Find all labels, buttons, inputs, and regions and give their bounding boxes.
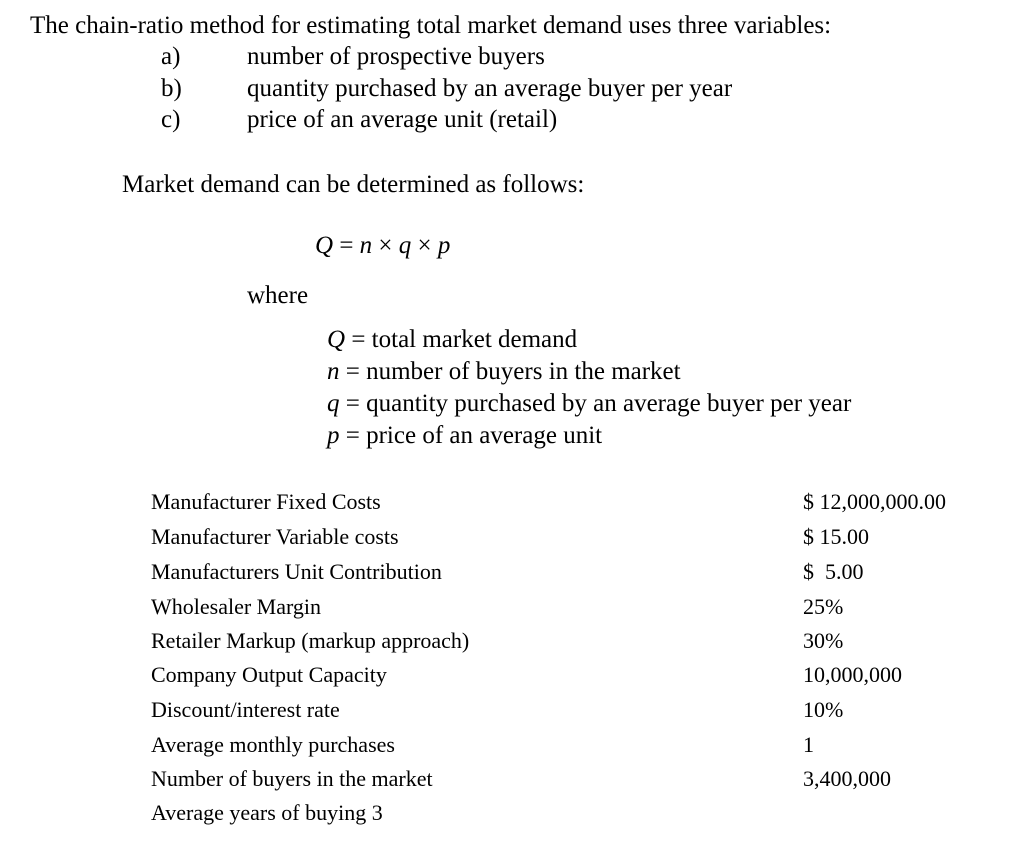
table-row-value: 3,400,000 bbox=[803, 766, 891, 791]
variable-marker-a: a) bbox=[161, 43, 181, 70]
definition-symbol: n bbox=[327, 358, 340, 385]
table-row-value: $ 15.00 bbox=[803, 524, 869, 549]
table-row-label: Manufacturer Fixed Costs bbox=[151, 489, 381, 514]
table-row-label: Manufacturers Unit Contribution bbox=[151, 559, 442, 584]
formula-q: q bbox=[398, 232, 412, 259]
definition-eq: = bbox=[339, 390, 367, 417]
formula-eq: = bbox=[333, 232, 360, 259]
table-row-label: Discount/interest rate bbox=[151, 697, 340, 722]
table-row-label: Average monthly purchases bbox=[151, 732, 395, 757]
definition-eq: = bbox=[339, 422, 367, 449]
table-row-value: 25% bbox=[803, 594, 844, 619]
definition-text: quantity purchased by an average buyer per year bbox=[366, 390, 852, 417]
table-row-label: Number of buyers in the market bbox=[151, 766, 433, 791]
table-row-value: 1 bbox=[803, 732, 814, 757]
table-row-label: Manufacturer Variable costs bbox=[151, 524, 399, 549]
definition-symbol: Q bbox=[327, 326, 346, 353]
definition-text: number of buyers in the market bbox=[366, 358, 681, 385]
definition-text: total market demand bbox=[371, 326, 578, 353]
definition-symbol: q bbox=[327, 390, 340, 417]
table-row-value: $ 12,000,000.00 bbox=[803, 489, 946, 514]
variable-marker-c: c) bbox=[161, 106, 181, 133]
variable-text-c: price of an average unit (retail) bbox=[247, 106, 558, 133]
definition-n bbox=[327, 359, 681, 384]
variable-text-b: quantity purchased by an average buyer per year bbox=[247, 75, 733, 102]
table-row-value: 30% bbox=[803, 628, 844, 653]
variable-marker-b: b) bbox=[161, 75, 182, 102]
market-demand-heading: Market demand can be determined as follows: bbox=[122, 171, 585, 198]
table-row-label: Average years of buying 3 bbox=[151, 800, 383, 825]
formula-times-1: × bbox=[372, 232, 399, 259]
variable-text-a: number of prospective buyers bbox=[247, 43, 545, 70]
table-row-value: $ 5.00 bbox=[803, 559, 864, 584]
definition-text: price of an average unit bbox=[366, 422, 603, 449]
table-row-label: Company Output Capacity bbox=[151, 662, 387, 687]
intro-text: The chain-ratio method for estimating total market demand uses three variables: bbox=[30, 12, 832, 39]
formula bbox=[315, 233, 450, 258]
table-row-value: 10% bbox=[803, 697, 844, 722]
table-row-label: Retailer Markup (markup approach) bbox=[151, 628, 470, 653]
table-row-label: Wholesaler Margin bbox=[151, 594, 322, 619]
table-row-value: 10,000,000 bbox=[803, 662, 902, 687]
definition-Q bbox=[327, 327, 577, 352]
formula-Q: Q bbox=[315, 232, 334, 259]
formula-times-2: × bbox=[411, 232, 438, 259]
formula-p: p bbox=[437, 232, 451, 259]
definition-eq: = bbox=[339, 358, 367, 385]
formula-n: n bbox=[359, 232, 373, 259]
definition-symbol: p bbox=[327, 422, 340, 449]
definition-p bbox=[327, 423, 602, 448]
definition-q bbox=[327, 391, 851, 416]
where-label: where bbox=[247, 282, 309, 309]
definition-eq: = bbox=[345, 326, 372, 353]
